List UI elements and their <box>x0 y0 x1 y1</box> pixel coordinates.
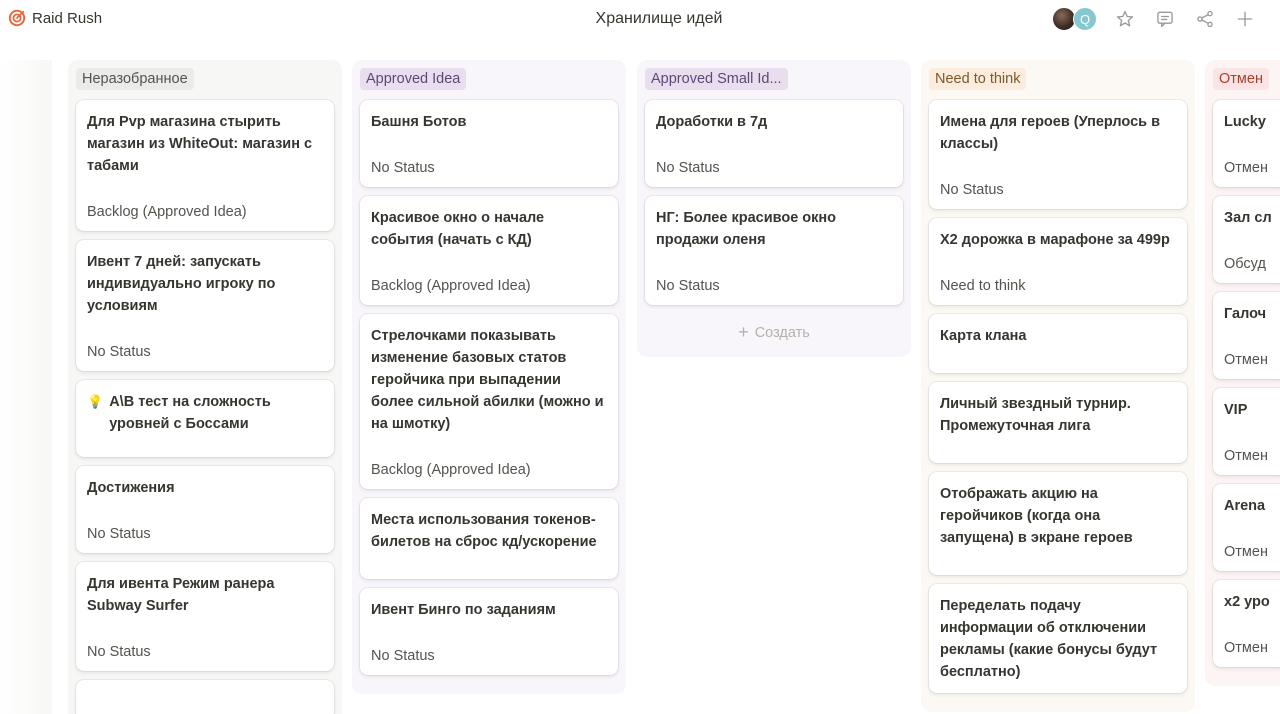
plus-icon[interactable] <box>1234 8 1256 30</box>
card[interactable] <box>1213 292 1280 379</box>
card[interactable] <box>76 680 334 714</box>
card[interactable] <box>929 472 1187 575</box>
card[interactable] <box>1213 196 1280 283</box>
card[interactable] <box>76 100 334 231</box>
card[interactable] <box>76 466 334 553</box>
card[interactable] <box>1213 100 1280 187</box>
card[interactable] <box>929 382 1187 463</box>
column-approved-idea <box>352 60 626 694</box>
card[interactable] <box>929 314 1187 373</box>
card[interactable] <box>76 380 334 457</box>
card-title: Башня Ботов <box>371 114 467 130</box>
app-switcher[interactable] <box>8 9 102 27</box>
card[interactable] <box>360 314 618 489</box>
card-title: Карта клана <box>940 328 1027 344</box>
card[interactable] <box>1213 580 1280 667</box>
card[interactable] <box>360 588 618 675</box>
card-title: Места использования токенов-билетов на сброс кд/ускорение <box>371 512 597 550</box>
card-title: НГ: Более красивое окно продажи оленя <box>656 210 837 248</box>
card-title: Отображать акцию на геройчиков (когда она запущена) в экране героев <box>940 486 1133 546</box>
card-status: No Status <box>87 344 151 360</box>
card-title: Доработки в 7д <box>656 114 768 130</box>
star-icon[interactable] <box>1114 8 1136 30</box>
card-title: Lucky <box>1224 114 1266 130</box>
card-status: No Status <box>87 526 151 542</box>
card-status: No Status <box>656 160 720 176</box>
lightbulb-icon: 💡 <box>87 394 104 409</box>
card-status: Backlog (Approved Idea) <box>371 462 531 478</box>
card[interactable] <box>929 100 1187 209</box>
collaborators[interactable] <box>1052 6 1096 32</box>
card-title: Ивент 7 дней: запускать индивидуально игроку по условиям <box>87 254 276 314</box>
card-title: Х2 дорожка в марафоне за 499р <box>940 232 1170 248</box>
avatar-initial[interactable]: Q <box>1073 7 1097 31</box>
create-card-button[interactable] <box>645 314 903 347</box>
card-title: x2 уро <box>1224 594 1270 610</box>
card-status: Backlog (Approved Idea) <box>87 204 247 220</box>
plus-icon: + <box>738 322 749 342</box>
card-title: VIP <box>1224 402 1248 418</box>
column-cancelled <box>1205 60 1280 686</box>
card-status: No Status <box>656 278 720 294</box>
card-title: Личный звездный турнир. Промежуточная лига <box>940 396 1131 434</box>
card[interactable] <box>76 240 334 371</box>
page-title: Хранилище идей <box>595 10 723 27</box>
card-title: Arena <box>1224 498 1266 514</box>
card-status: Отмен <box>1224 448 1268 464</box>
column-label[interactable]: Approved Idea <box>360 68 466 90</box>
column-label[interactable]: Need to think <box>929 68 1026 90</box>
top-bar <box>0 0 1280 40</box>
card-status: Обсуд <box>1224 256 1266 272</box>
card-title: Для ивента Режим ранера Subway Surfer <box>87 576 275 614</box>
card-title: Имена для героев (Уперлось в классы) <box>940 114 1161 152</box>
card-title: Красивое окно о начале события (начать с КД) <box>371 210 545 248</box>
card-title: Зал сл <box>1224 210 1272 226</box>
card[interactable] <box>360 498 618 579</box>
card[interactable] <box>645 100 903 187</box>
column-unsorted <box>68 60 342 714</box>
card-title: Галоч <box>1224 306 1267 322</box>
card[interactable] <box>645 196 903 305</box>
card-title: Для Pvp магазина стырить магазин из WhiteOut: магазин с табами <box>87 114 313 174</box>
column-label[interactable]: Approved Small Id... <box>645 68 788 90</box>
card-status: Отмен <box>1224 544 1268 560</box>
card-status: Need to think <box>940 278 1026 294</box>
kanban-board <box>0 40 1280 714</box>
card[interactable] <box>929 218 1187 305</box>
card[interactable] <box>1213 388 1280 475</box>
column-label[interactable]: Отмен <box>1213 68 1269 90</box>
card[interactable] <box>929 584 1187 693</box>
card-status: Отмен <box>1224 352 1268 368</box>
card-status: Backlog (Approved Idea) <box>371 278 531 294</box>
card-title: Достижения <box>87 480 175 496</box>
card[interactable] <box>360 196 618 305</box>
column-need-to-think <box>921 60 1195 712</box>
card-title: Ивент Бинго по заданиям <box>371 602 556 618</box>
app-name: Raid Rush <box>32 9 103 27</box>
target-logo-icon <box>8 9 26 27</box>
card-status: No Status <box>371 648 435 664</box>
card-title: Переделать подачу информации об отключении рекламы (какие бонусы будут бесплатно) <box>940 598 1158 680</box>
card[interactable] <box>76 562 334 671</box>
card-title: Стрелочками показывать изменение базовых статов геройчика при выпадении более сильной абилки (можно и на шмотку) <box>371 328 604 432</box>
card[interactable] <box>360 100 618 187</box>
column-approved-small-ideas <box>637 60 911 357</box>
create-label: Создать <box>754 325 810 341</box>
comment-icon[interactable] <box>1154 8 1176 30</box>
card-status: Отмен <box>1224 160 1268 176</box>
card-status: No Status <box>371 160 435 176</box>
card[interactable] <box>1213 484 1280 571</box>
share-icon[interactable] <box>1194 8 1216 30</box>
column-label[interactable]: Неразобранное <box>76 68 194 90</box>
card-status: No Status <box>87 644 151 660</box>
card-title: A\B тест на сложность уровней с Боссами <box>109 394 271 432</box>
card-status: No Status <box>940 182 1004 198</box>
card-status: Отмен <box>1224 640 1268 656</box>
